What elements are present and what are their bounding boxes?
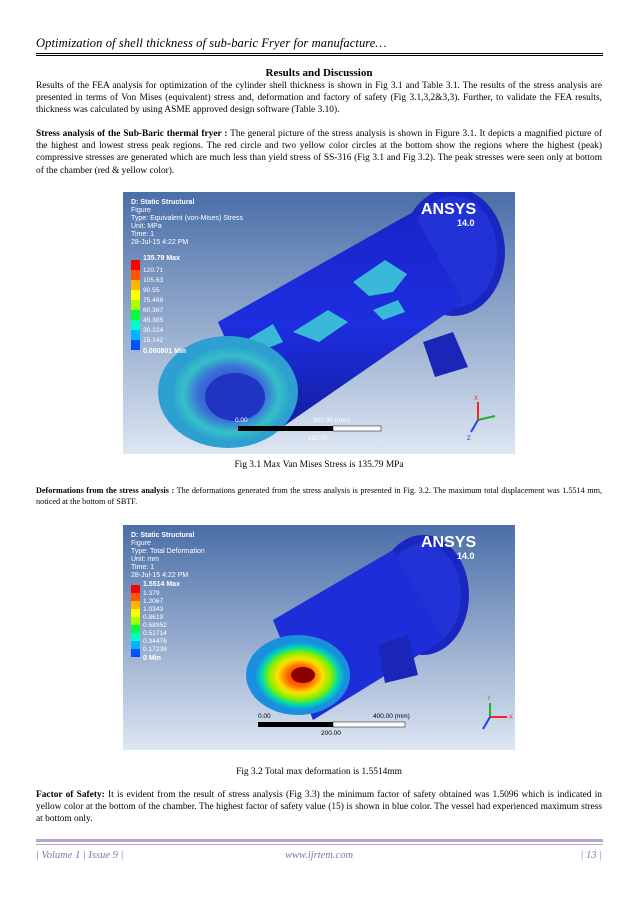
stress-legend-swatch — [131, 340, 140, 350]
footer-website[interactable]: www.ijrtem.com — [284, 850, 354, 861]
deformation-legend-value: 1.2067 — [143, 598, 164, 605]
deformation-scale-left: 0.00 — [258, 713, 271, 720]
stress-legend-value: 15.142 — [143, 337, 164, 344]
stress-legend-value: 90.55 — [143, 287, 160, 294]
figure-3-2-total-deformation — [123, 525, 515, 750]
deformation-legend-max: 1.5514 Max — [143, 581, 180, 588]
figure-3-1-caption: Fig 3.1 Max Van Mises Stress is 135.79 MPa — [234, 460, 404, 470]
stress-analysis-paragraph — [36, 128, 602, 177]
stress-legend-value: 60.387 — [143, 307, 164, 314]
deformation-legend-value: 1.0343 — [143, 606, 164, 613]
footer-page-number: | 13 | — [580, 850, 602, 861]
deformation-scale-right: 400.00 (mm) — [373, 713, 410, 720]
svg-text:X: X — [474, 396, 479, 402]
figure-3-2-caption: Fig 3.2 Total max deformation is 1.5514mm — [236, 767, 402, 777]
deformation-legend-swatch — [131, 633, 140, 641]
deformation-legend-value: 1.379 — [143, 590, 160, 597]
factor-of-safety-paragraph — [36, 789, 602, 826]
deformation-info-line: Unit: mm — [131, 556, 159, 563]
stress-legend-value: 30.224 — [143, 327, 164, 334]
factor-of-safety-text: It is evident from the result of stress analysis (Fig 3.3) the minimum factor of safety obtained was 1.5096 which is indicated in yellow color at the bottom of the chamber. The highest factor of safety value (15) is shown in blue color. The vessel had experienced maximum stress at bottom only. — [36, 790, 602, 825]
deformation-legend-value: 0.68952 — [143, 622, 167, 629]
stress-legend-swatch — [131, 260, 140, 270]
deformation-info-line: D: Static Structural — [131, 532, 195, 539]
stress-legend-swatch — [131, 310, 140, 320]
stress-legend-min: 0.060801 Min — [143, 348, 187, 355]
deformation-legend-min: 0 Min — [143, 655, 161, 662]
section-title: Results and Discussion — [265, 67, 373, 79]
fea-stress-render — [123, 192, 515, 454]
svg-text:Z: Z — [467, 436, 471, 442]
footer-volume-issue: | Volume 1 | Issue 9 | — [36, 850, 124, 861]
footer-rule — [36, 839, 603, 842]
deformation-legend-swatch — [131, 649, 140, 657]
deformation-ansys-logo: ANSYS — [421, 534, 477, 551]
stress-analysis-text: The general picture of the stress analysis is shown in Figure 3.1. It depicts a magnified picture of the highest and lowest stress peak regions. The red circle and two yellow color circles at the bottom show the regions where the highest (peak) compressive stresses are generated which are much less than yield stress of SS-316 (Fig 3.1 and Fig 3.2). The peak stresses were seen only at bottom of the chamber (red & yellow color). — [36, 129, 603, 176]
stress-info-line: Type: Equivalent (von-Mises) Stress — [131, 215, 244, 222]
figure-3-1-von-mises — [123, 192, 515, 454]
stress-scale-left: 0.00 — [235, 417, 248, 424]
deformation-scale-mid: 200.00 — [321, 730, 341, 737]
stress-legend-value: 120.71 — [143, 267, 164, 274]
deformation-ansys-version: 14.0 — [457, 551, 475, 561]
deformation-legend-value: 0.17238 — [143, 646, 167, 653]
factor-of-safety-heading: Factor of Safety: — [36, 790, 105, 800]
svg-text:X: X — [509, 715, 514, 721]
stress-info-line: Figure — [131, 207, 151, 214]
deformation-legend-swatch — [131, 593, 140, 601]
stress-legend-value: 45.305 — [143, 317, 164, 324]
stress-info-line: 28-Jul-15 4:22 PM — [131, 239, 189, 246]
deformation-legend-swatch — [131, 625, 140, 633]
deformation-info-line: Type: Total Deformation — [131, 548, 205, 555]
deformation-legend-value: 0.51714 — [143, 630, 167, 637]
intro-paragraph: Results of the FEA analysis for optimization of the cylinder shell thickness is shown in Fig 3.1 and Table 3.1. The results of the stress analysis are presented in terms of Von Mises (equivalent) stress and, deformation and factory of safety (Fig 3.1,3,2&3,3). Further, to validate the FEA results, thickness was calculated by using ASME approved design software (Table 3.10). — [36, 81, 602, 116]
deformation-info-line: 28-Jul-15 4:22 PM — [131, 572, 189, 579]
running-header-title: Optimization of shell thickness of sub-baric Fryer for manufacture… — [36, 36, 387, 50]
stress-info-line: Time: 1 — [131, 231, 155, 238]
stress-scale-right: 300.00 (mm) — [313, 417, 350, 424]
stress-legend-swatch — [131, 300, 140, 310]
stress-legend-swatch — [131, 330, 140, 340]
stress-scale-mid: 150.00 — [308, 435, 328, 442]
fea-deformation-render — [123, 525, 515, 750]
footer-rule-secondary — [36, 844, 603, 845]
header-rule — [36, 53, 603, 54]
stress-legend-swatch — [131, 290, 140, 300]
stress-info-line: D: Static Structural — [131, 199, 195, 206]
deformation-legend-value: 0.8619 — [143, 614, 164, 621]
deformation-front-end — [246, 635, 350, 715]
deformation-legend-swatch — [131, 585, 140, 593]
svg-text:Y: Y — [487, 696, 492, 702]
stress-legend-swatch — [131, 270, 140, 280]
stress-legend-swatch — [131, 280, 140, 290]
deformation-legend-value: 0.34476 — [143, 638, 167, 645]
stress-legend-max: 135.79 Max — [143, 255, 180, 262]
deformation-info-line: Time: 1 — [131, 564, 155, 571]
deformation-info-line: Figure — [131, 540, 151, 547]
stress-info-line: Unit: MPa — [131, 223, 162, 230]
deformation-legend-swatch — [131, 641, 140, 649]
deformation-legend-swatch — [131, 601, 140, 609]
stress-ansys-logo: ANSYS — [421, 201, 477, 218]
stress-legend-value: 105.63 — [143, 277, 164, 284]
stress-ansys-version: 14.0 — [457, 218, 475, 228]
header-rule-secondary — [36, 55, 603, 56]
stress-legend-value: 75.468 — [143, 297, 164, 304]
stress-analysis-heading: Stress analysis of the Sub-Baric thermal fryer : — [36, 129, 228, 139]
deformation-paragraph — [36, 485, 602, 508]
deformation-legend-swatch — [131, 617, 140, 625]
stress-legend-swatch — [131, 320, 140, 330]
deformation-heading: Deformations from the stress analysis : — [36, 486, 175, 495]
deformation-text: The deformations generated from the stress analysis is presented in Fig. 3.2. The maximum total displacement was 1.5514 mm, noticed at the bottom of SBTF. — [36, 486, 602, 507]
deformation-legend-swatch — [131, 609, 140, 617]
